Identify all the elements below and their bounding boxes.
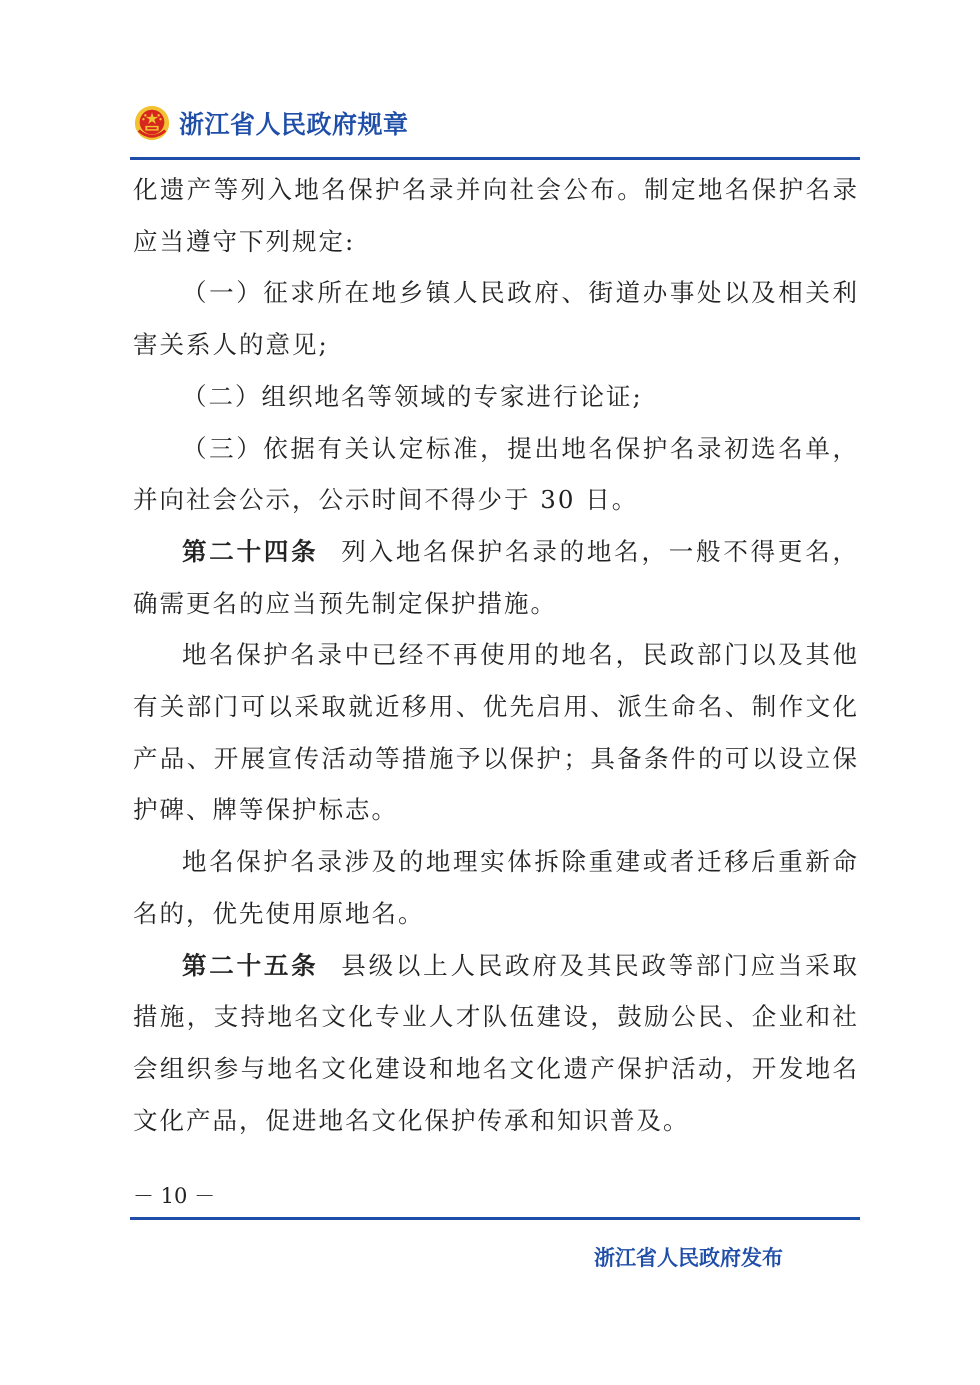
article-24-paragraph-2: 地名保护名录中已经不再使用的地名，民政部门以及其他有关部门可以采取就近移用、优先启用、派生命名、制作文化产品、开展宣传活动等措施予以保护；具备条件的可以设立保护碑、牌等保护标志。 xyxy=(133,640,859,825)
article-24-title: 第二十四条 xyxy=(182,536,319,566)
article-24-paragraph-3: 地名保护名录涉及的地理实体拆除重建或者迁移后重新命名的，优先使用原地名。 xyxy=(133,847,859,928)
article-24 xyxy=(133,526,859,629)
header-divider xyxy=(130,157,860,160)
article-24-text: 列入地名保护名录的地名，一般不得更名，确需更名的应当预先制定保护措施。 xyxy=(133,536,860,618)
national-emblem-icon xyxy=(133,104,171,142)
footer-publisher: 浙江省人民政府发布 xyxy=(594,1246,783,1270)
regulation-body xyxy=(133,164,859,1146)
footer-divider xyxy=(130,1217,860,1220)
header-title: 浙江省人民政府规章 xyxy=(179,110,409,139)
article-25-text: 县级以上人民政府及其民政等部门应当采取措施，支持地名文化专业人才队伍建设，鼓励公民、企业和社会组织参与地名文化建设和地名文化遗产保护活动，开发地名文化产品，促进地名文化保护传承和知识普及。 xyxy=(133,950,860,1135)
page-number: － 10 － xyxy=(133,1184,216,1208)
list-item-1: （一）征求所在地乡镇人民政府、街道办事处以及相关利害关系人的意见; xyxy=(133,278,859,360)
list-item-2: （二）组织地名等领域的专家进行论证; xyxy=(182,381,643,411)
article-25 xyxy=(133,940,859,1147)
paragraph-continuation: 化遗产等列入地名保护名录并向社会公布。制定地名保护名录应当遵守下列规定: xyxy=(133,175,859,256)
page-header xyxy=(133,104,409,142)
article-25-title: 第二十五条 xyxy=(182,950,319,980)
list-item-3: （三）依据有关认定标准，提出地名保护名录初选名单，并向社会公示，公示时间不得少于 30 日。 xyxy=(133,433,859,515)
